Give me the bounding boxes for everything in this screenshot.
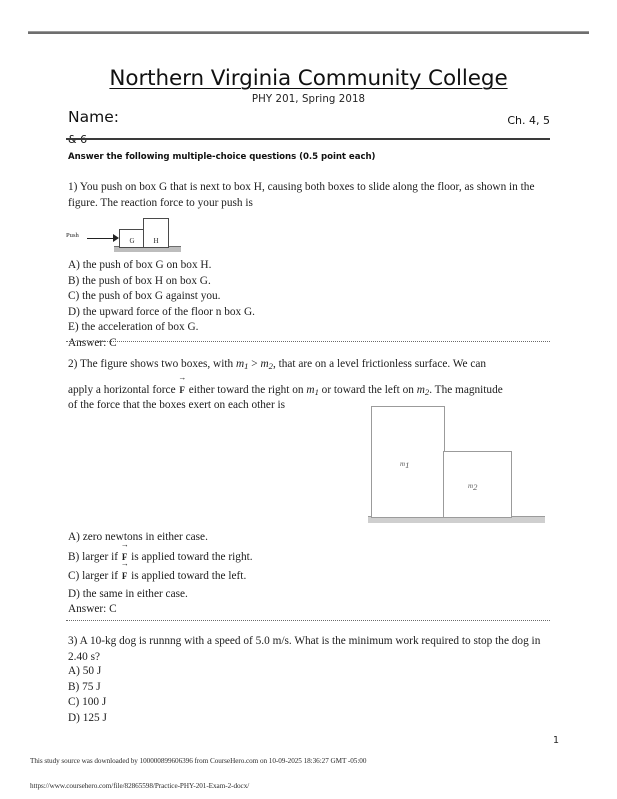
mass-2-subscript: 2 [268, 360, 273, 371]
force-vector-symbol: → F [121, 550, 129, 566]
push-arrow-shaft-icon [87, 238, 115, 239]
force-vector-symbol: → F [121, 569, 129, 585]
question-2-line2-c: or toward the left on [318, 384, 417, 396]
question-1-figure [66, 212, 181, 254]
mass-2-subscript-line2: 2 [424, 386, 430, 397]
choice-c[interactable]: C) the push of box G against you. [68, 290, 221, 302]
force-vector-symbol: → F [178, 383, 186, 399]
question-3-choices [68, 664, 107, 726]
choice-b[interactable]: B) 75 J [68, 680, 101, 693]
choice-a[interactable]: A) the push of box G on box H. [68, 259, 212, 271]
question-3-stem-line-1: 3) A 10-kg dog is runnng with a speed of 5.0 m/s. What is the minimum work required to stop [68, 635, 493, 647]
source-url[interactable]: https://www.coursehero.com/file/82865598/Practice-PHY-201-Exam-2-docx/ [30, 782, 250, 790]
instruction-text: Answer the following multiple-choice questions (0.5 point each) [68, 152, 376, 162]
choice-e[interactable]: E) the acceleration of box G. [68, 321, 199, 333]
mass-1-subscript-line2: 1 [314, 386, 319, 397]
mass-1-symbol: m [235, 358, 245, 370]
question-2-stem-part-1: 2) The figure shows two boxes, with [68, 358, 236, 370]
question-2-line2-a: apply a horizontal force [68, 384, 179, 396]
mass-box-1-label: m1 [400, 460, 410, 470]
choice-c[interactable]: C) 100 J [68, 696, 107, 708]
question-2-answer: Answer: C [68, 603, 117, 615]
question-3-stem-line-2: the dog in 2.40 s? [68, 635, 541, 663]
chapter-label: Ch. 4, 5 [507, 114, 550, 127]
mass-2-symbol: m [260, 358, 269, 370]
name-underline-rule [66, 138, 550, 140]
choice-a[interactable]: A) 50 J [68, 665, 102, 677]
box-g-label: G [129, 237, 135, 245]
download-watermark-note: This study source was downloaded by 100000899606396 from CourseHero.com on 10-09-2025 18:36:27 GMT -05:00 [30, 757, 367, 765]
question-2-line2-b: either toward the right on [185, 384, 307, 396]
mass-1-subscript: 1 [244, 360, 249, 371]
push-label: Push [66, 232, 79, 239]
name-label: Name: [68, 108, 119, 126]
page-title: Northern Virginia Community College [109, 66, 508, 91]
document-header [0, 66, 617, 105]
question-2-line3: of the force that the boxes exert on each other is [68, 399, 286, 411]
question-2-stem-part-2: , that are on a level frictionless surface. We can [272, 358, 487, 370]
question-1-stem-line-1: 1) You push on box G that is next to box H, causing both boxes to slide along the floor, as shown [68, 181, 507, 193]
top-horizontal-rule [28, 31, 589, 34]
separator-after-question-2 [66, 620, 550, 622]
question-3-stem [68, 634, 546, 665]
question-1-choices [68, 258, 255, 351]
question-1-stem [68, 180, 546, 211]
choice-b[interactable]: B) larger if → F is applied toward the right. [68, 550, 253, 566]
choice-c[interactable]: C) larger if → F is applied toward the left. [68, 569, 253, 585]
choice-b[interactable]: B) the push of box H on box G. [68, 274, 211, 287]
box-h [143, 218, 169, 248]
question-2-line2-d: . The magnitude [429, 384, 503, 396]
separator-after-question-1 [66, 341, 550, 343]
choice-d[interactable]: D) 125 J [68, 711, 107, 724]
mass-box-2 [443, 451, 512, 518]
question-1-answer: Answer: C [68, 336, 117, 349]
question-2-stem [68, 357, 546, 374]
mass-box-2-label: m2 [468, 482, 478, 492]
question-2-figure [368, 406, 558, 526]
course-subtitle: PHY 201, Spring 2018 [251, 94, 366, 106]
choice-d[interactable]: D) the upward force of the floor n box G. [68, 305, 255, 318]
question-1-stem-line-2: in the figure. The reaction force to your push is [68, 181, 535, 209]
name-row [68, 110, 550, 132]
greater-than-symbol: > [248, 358, 261, 370]
mass-1-symbol-line2: m [306, 384, 315, 396]
box-h-label: H [153, 237, 159, 245]
question-2-choices [68, 530, 253, 618]
choice-a[interactable]: A) zero newtons in either case. [68, 531, 208, 543]
choice-d[interactable]: D) the same in either case. [68, 587, 188, 600]
mass-2-symbol-line2: m [416, 384, 425, 396]
page-number: 1 [552, 735, 559, 746]
box-g [119, 229, 145, 248]
